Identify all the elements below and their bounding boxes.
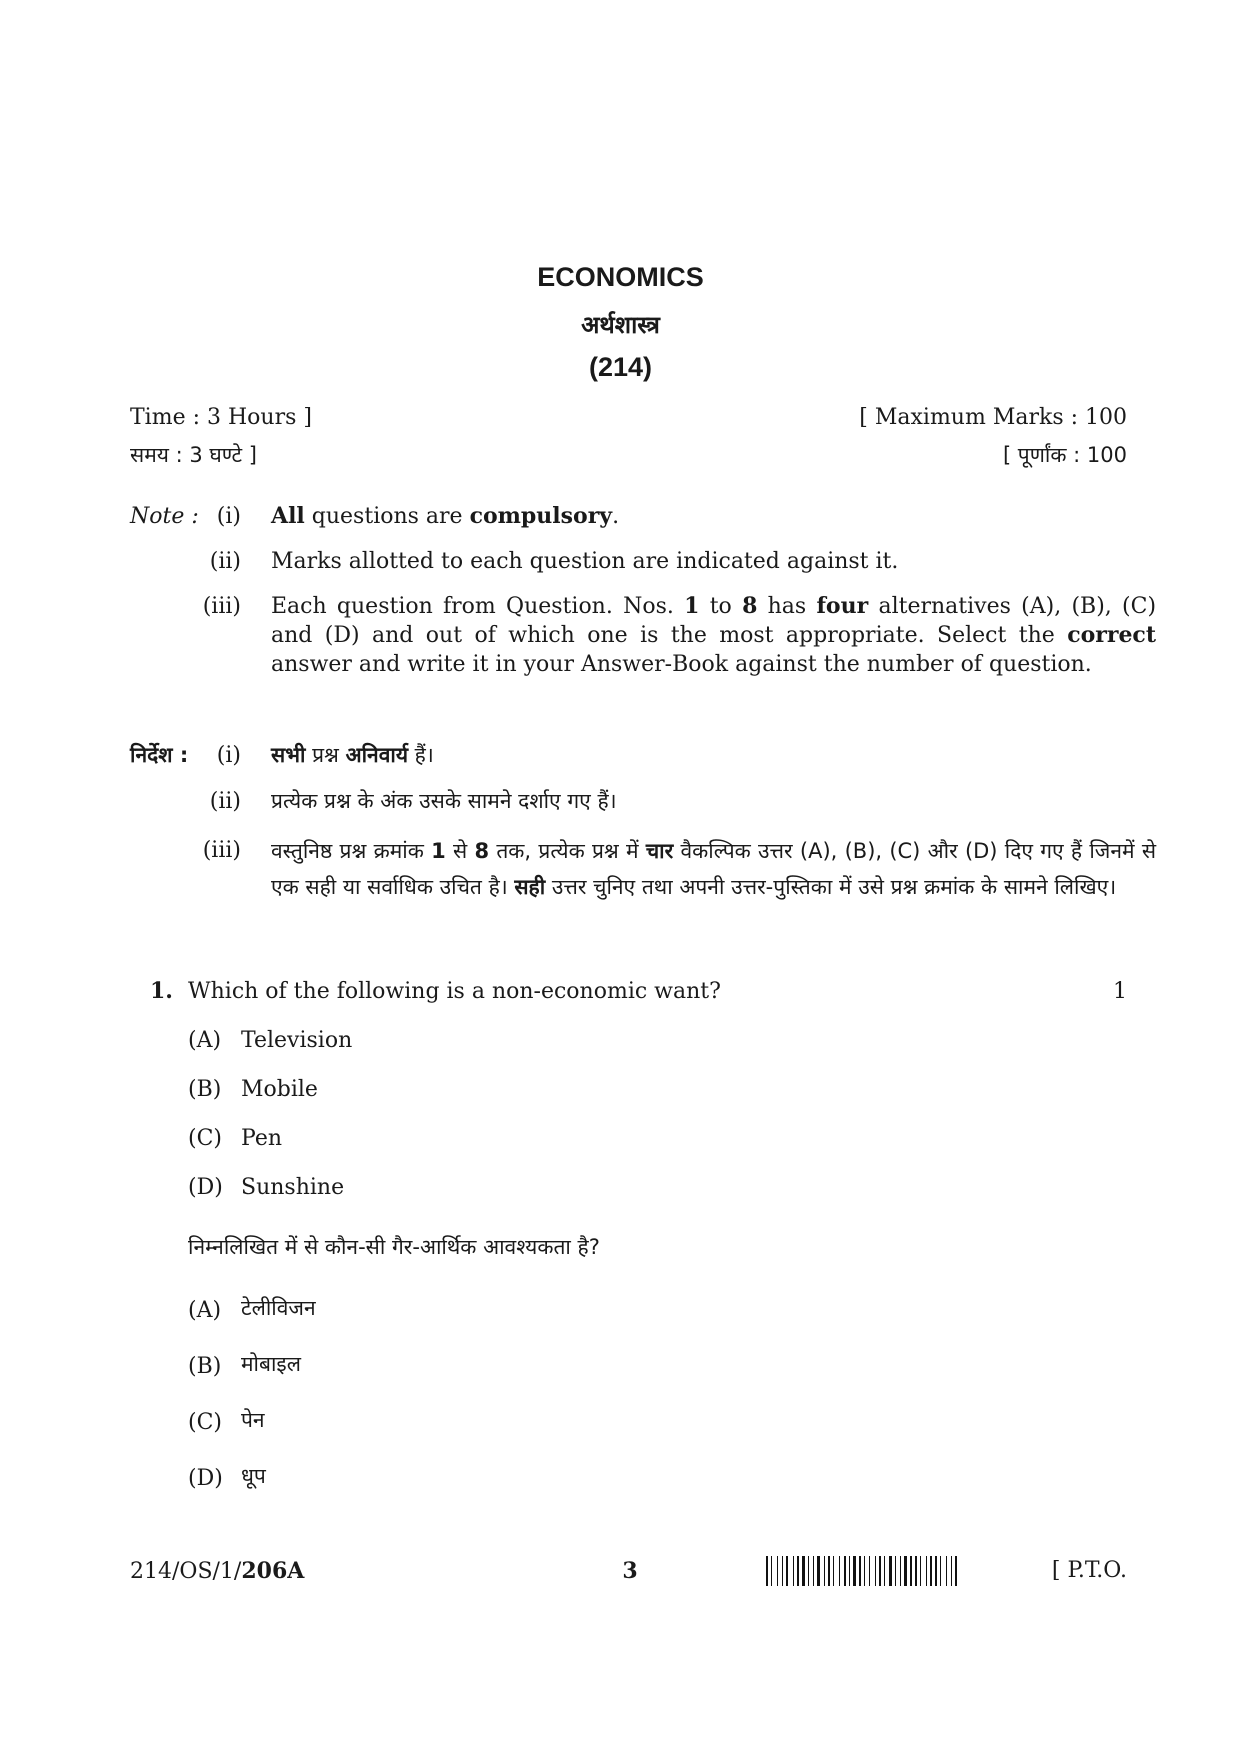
note-num-1: (i) — [216, 504, 241, 529]
nirdesh-3-text-2: से — [445, 839, 475, 863]
note-3-bold-3: four — [816, 593, 869, 619]
barcode-bar — [933, 1556, 934, 1586]
paper-code-bold: 206A — [241, 1558, 305, 1584]
note-item-3 — [271, 592, 1156, 679]
note-3-bold-2: 8 — [742, 593, 758, 619]
nirdesh-1-text-2: हैं। — [408, 743, 434, 767]
nirdesh-label: निर्देश : — [130, 743, 189, 767]
barcode-bar — [908, 1556, 909, 1586]
barcode-bar — [953, 1556, 954, 1586]
barcode-bar — [824, 1556, 825, 1586]
option-a-text-hi: टेलीविजन — [241, 1296, 316, 1320]
barcode-bar — [889, 1556, 892, 1586]
barcode-bar — [806, 1556, 807, 1586]
barcode-bar — [904, 1556, 907, 1586]
note-3-bold-4: correct — [1067, 622, 1156, 648]
subject-title: ECONOMICS — [537, 262, 704, 292]
nirdesh-num-3: (iii) — [202, 838, 241, 863]
barcode-bar — [835, 1556, 838, 1586]
barcode-bar — [866, 1556, 868, 1586]
option-a-label: (A) — [188, 1028, 222, 1053]
paper-code — [130, 1558, 304, 1584]
barcode-bar — [955, 1556, 957, 1586]
barcode-bar — [782, 1556, 783, 1586]
barcode-bar — [926, 1556, 927, 1586]
barcode-bar — [784, 1556, 785, 1586]
barcode-bar — [849, 1556, 850, 1586]
barcode-bar — [851, 1556, 852, 1586]
barcode-bar — [795, 1556, 796, 1586]
barcode-bar — [808, 1556, 809, 1586]
barcode-bar — [864, 1556, 865, 1586]
barcode-bar — [828, 1556, 830, 1586]
barcode-bar — [779, 1556, 781, 1586]
nirdesh-item-3 — [271, 833, 1156, 905]
barcode-bar — [817, 1556, 820, 1586]
barcode-bar — [920, 1556, 921, 1586]
nirdesh-3-bold-1: 1 — [431, 839, 446, 863]
nirdesh-num-2: (ii) — [209, 789, 241, 814]
question-1-text-hi: निम्नलिखित में से कौन-सी गैर-आर्थिक आवश्यकता है? — [188, 1235, 600, 1259]
barcode-bar — [871, 1556, 874, 1586]
barcode-bar — [815, 1556, 816, 1586]
question-1-text: Which of the following is a non-economic want? — [188, 979, 721, 1004]
barcode-bar — [922, 1556, 925, 1586]
option-d-label: (D) — [188, 1175, 223, 1200]
barcode-bar — [771, 1556, 772, 1586]
note-3-bold-1: 1 — [684, 593, 700, 619]
barcode-bar — [786, 1556, 788, 1586]
paper-code-prefix: 214/OS/1/ — [130, 1559, 242, 1584]
barcode-bar — [958, 1556, 961, 1586]
barcode-bar — [886, 1556, 888, 1586]
barcode-bar — [810, 1556, 812, 1586]
note-label: Note : — [130, 504, 199, 529]
barcode-bar — [913, 1556, 914, 1586]
barcode-bar — [930, 1556, 932, 1586]
max-marks-hi: [ पूर्णांक : 100 — [1002, 443, 1127, 467]
barcode-bar — [813, 1556, 814, 1586]
option-d-text-hi: धूप — [241, 1464, 266, 1488]
time-hi: समय : 3 घण्टे ] — [130, 443, 258, 467]
barcode-bar — [884, 1556, 885, 1586]
nirdesh-1-bold-1: सभी — [271, 743, 306, 767]
note-num-2: (ii) — [209, 549, 241, 574]
option-a-text: Television — [241, 1028, 353, 1053]
note-item-1 — [271, 502, 619, 531]
barcode-bar — [897, 1556, 899, 1586]
barcode-bar — [875, 1556, 876, 1586]
pto: [ P.T.O. — [1051, 1558, 1127, 1583]
barcode-bar — [918, 1556, 919, 1586]
max-marks-en: [ Maximum Marks : 100 — [859, 405, 1127, 430]
barcode-bar — [940, 1556, 941, 1586]
option-b-label: (B) — [188, 1077, 222, 1102]
barcode-bar — [948, 1556, 950, 1586]
nirdesh-3-text-4: वैकल्पिक उत्तर (A), (B), (C) और (D) दिए गए हैं जिनमें से एक सही या सर्वाधिक उचित है। — [271, 839, 1157, 899]
barcode-bar — [895, 1556, 896, 1586]
barcode-bar — [915, 1556, 917, 1586]
barcode-bar — [802, 1556, 805, 1586]
option-a-label-hi: (A) — [188, 1298, 222, 1323]
barcode-bar — [800, 1556, 801, 1586]
barcode-bar — [879, 1556, 881, 1586]
barcode-bar — [853, 1556, 856, 1586]
barcode-bar — [910, 1556, 912, 1586]
note-1-bold-1: All — [271, 503, 305, 529]
barcode-bar — [882, 1556, 883, 1586]
barcode-bar — [793, 1556, 794, 1586]
option-b-text-hi: मोबाइल — [241, 1352, 301, 1376]
note-3-text-5: answer and write it in your Answer-Book against the number of question. — [271, 652, 1092, 677]
barcode-bar — [900, 1556, 901, 1586]
time-en: Time : 3 Hours ] — [130, 405, 312, 430]
note-num-3: (iii) — [202, 594, 241, 619]
barcode-bar — [862, 1556, 863, 1586]
nirdesh-item-1 — [271, 738, 434, 772]
note-3-text-1: Each question from Question. Nos. — [271, 594, 685, 619]
barcode-bar — [893, 1556, 894, 1586]
barcode-bar — [869, 1556, 870, 1586]
nirdesh-1-text-1: प्रश्न — [305, 743, 346, 767]
nirdesh-3-bold-4: सही — [514, 875, 546, 899]
barcode-bar — [847, 1556, 848, 1586]
option-b-text: Mobile — [241, 1077, 318, 1102]
barcode-bar — [859, 1556, 861, 1586]
barcode-bar — [951, 1556, 952, 1586]
note-1-bold-2: compulsory — [469, 503, 613, 529]
barcode-bar — [777, 1556, 778, 1586]
barcode-bar — [769, 1556, 770, 1586]
option-d-text: Sunshine — [241, 1175, 345, 1200]
barcode-bar — [844, 1556, 846, 1586]
subject-code: (214) — [588, 352, 653, 382]
question-1-number: 1. — [150, 978, 173, 1004]
barcode-bar — [942, 1556, 945, 1586]
question-1-marks: 1 — [1113, 979, 1127, 1004]
nirdesh-item-2: प्रत्येक प्रश्न के अंक उसके सामने दर्शाए गए हैं। — [271, 789, 617, 813]
option-c-label-hi: (C) — [188, 1410, 222, 1435]
nirdesh-num-1: (i) — [216, 743, 241, 768]
barcode-bar — [935, 1556, 937, 1586]
option-c-text-hi: पेन — [241, 1408, 265, 1432]
barcode-bar — [938, 1556, 939, 1586]
barcode-bar — [826, 1556, 827, 1586]
barcode-bar — [773, 1556, 776, 1586]
option-c-text: Pen — [241, 1126, 283, 1151]
barcode — [766, 1556, 1029, 1586]
barcode-bar — [857, 1556, 858, 1586]
nirdesh-3-text-3: तक, प्रत्येक प्रश्न में — [489, 839, 646, 863]
note-1-text-1: questions are — [304, 504, 470, 529]
barcode-bar — [946, 1556, 947, 1586]
nirdesh-1-bold-2: अनिवार्य — [345, 743, 408, 767]
note-3-text-2: to — [699, 594, 743, 619]
barcode-bar — [833, 1556, 834, 1586]
barcode-bar — [789, 1556, 792, 1586]
nirdesh-3-bold-2: 8 — [474, 839, 490, 863]
barcode-bar — [821, 1556, 823, 1586]
barcode-bar — [766, 1556, 768, 1586]
barcode-bar — [797, 1556, 799, 1586]
barcode-bar — [877, 1556, 878, 1586]
nirdesh-3-text-5: उत्तर चुनिए तथा अपनी उत्तर-पुस्तिका में उसे प्रश्न क्रमांक के सामने लिखिए। — [545, 875, 1117, 899]
note-1-text-2: . — [612, 504, 620, 529]
barcode-bar — [902, 1556, 903, 1586]
note-item-2: Marks allotted to each question are indicated against it. — [271, 549, 899, 574]
nirdesh-3-bold-3: चार — [645, 839, 674, 863]
barcode-bar — [928, 1556, 929, 1586]
option-c-label: (C) — [188, 1126, 222, 1151]
barcode-bar — [831, 1556, 832, 1586]
subject-title-hindi: अर्थशास्त्र — [581, 311, 660, 339]
nirdesh-3-text-1: वस्तुनिष्ठ प्रश्न क्रमांक — [271, 839, 432, 863]
option-b-label-hi: (B) — [188, 1354, 222, 1379]
barcode-bar — [841, 1556, 843, 1586]
option-d-label-hi: (D) — [188, 1466, 223, 1491]
barcode-bar — [839, 1556, 840, 1586]
note-3-text-3: has — [757, 594, 817, 619]
note-3-text-4: alternatives (A), (B), (C) and (D) and out of which one is the most appropriate. Select the — [271, 594, 1157, 648]
page-number: 3 — [622, 1558, 638, 1584]
